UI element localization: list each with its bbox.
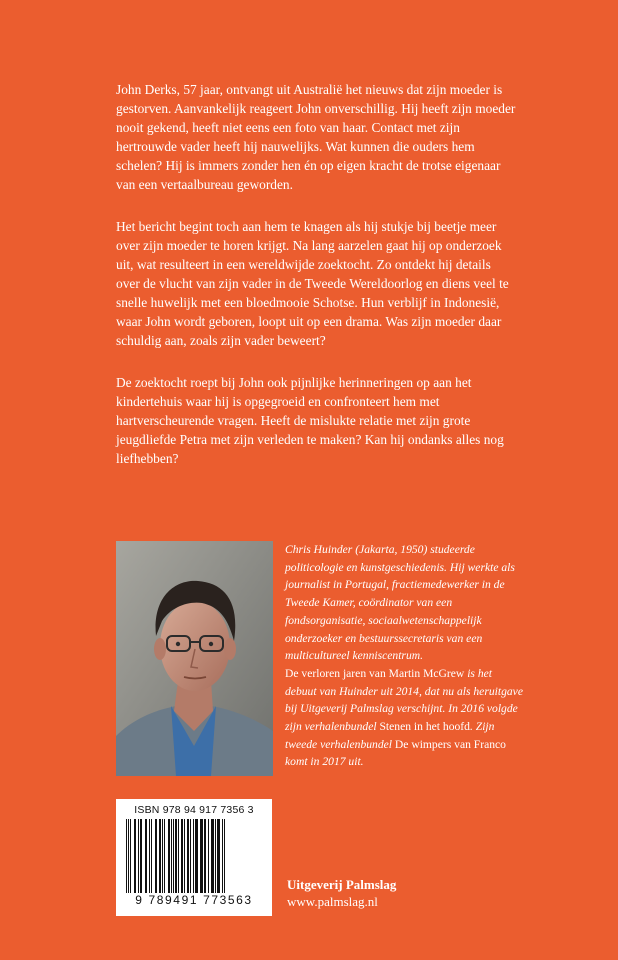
blurb-paragraph-1: John Derks, 57 jaar, ontvangt uit Australië het nieuws dat zijn moeder is gestorven. Aanvankelijk reageert John onverschillig. Hij heeft zijn moeder nooit gekend, heeft niet eens een foto van haar. Contact met zijn hertrouwde vader heeft hij nauwelijks. Wat kunnen die ouders hem schelen? Hij is immers zonder hen én op eigen kracht de trotse eigenaar van een vertaalbureau geworden. — [116, 82, 516, 192]
barcode-bar — [155, 819, 157, 893]
barcode-bar — [184, 819, 185, 893]
barcode-bar — [195, 819, 198, 893]
barcode-bar — [140, 819, 142, 893]
author-bio — [285, 541, 525, 771]
barcode-bar — [181, 819, 183, 893]
bio-text-2: is het debuut van Huinder uit 2014, dat nu als heruitgave bij Uitgeverij Palmslag verschijnt. In 2016 volgde zijn verhalenbundel — [285, 666, 523, 734]
bio-book-title-3: De wimpers van Franco — [394, 737, 506, 751]
bio-text-3: . Zijn tweede verhalenbundel — [285, 720, 495, 751]
barcode-bar — [168, 819, 170, 893]
barcode-bar — [134, 819, 136, 893]
barcode-bar — [178, 819, 179, 893]
author-portrait-illustration — [116, 541, 273, 776]
barcode-bar — [145, 819, 147, 893]
barcode-bar — [130, 819, 131, 893]
blurb — [116, 80, 516, 491]
publisher-url: www.palmslag.nl — [287, 894, 378, 909]
barcode-bar — [208, 819, 209, 893]
blurb-paragraph-2: Het bericht begint toch aan hem te knagen als hij stukje bij beetje meer over zijn moeder te horen krijgt. Na lang aarzelen gaat hij op onderzoek uit, wat resulteert in een wereldwijde zoektocht. Zo ontdekt hij details over de vlucht van zijn vader in de Tweede Wereldoorlog en diens veel te snelle huwelijk met een bloedmooie Schotse. Hun verblijf in Indonesië, waar John wordt geboren, loopt uit op een drama. Was zijn moeder daar schuldig aan, zoals zijn vader beweert? — [116, 219, 509, 348]
isbn-barcode — [116, 799, 272, 916]
bio-book-title-2: Stenen in het hoofd — [379, 720, 470, 734]
barcode-bar — [173, 819, 174, 893]
barcode-bar — [215, 819, 216, 893]
barcode-bar — [187, 819, 189, 893]
barcode-digits: 9 789491 773563 — [135, 893, 253, 907]
bio-text-4: komt in 2017 uit. — [285, 755, 364, 769]
bio-intro: Chris Huinder (Jakarta, 1950) studeerde politicologie en kunstgeschiedenis. Hij werkte als journalist in Portugal, fractiemedewerker in de Tweede Kamer, coördinator van een fondsorganisatie, sociaalwetenschappelijk onderzoeker en bestuurssecretaris van een multicultureel kenniscentrum. — [285, 543, 515, 663]
barcode-bar — [224, 819, 225, 893]
barcode-bars — [124, 819, 264, 893]
author-photo — [116, 541, 273, 776]
barcode-bar — [200, 819, 203, 893]
barcode-bar — [190, 819, 191, 893]
barcode-bar — [193, 819, 194, 893]
barcode-bar — [138, 819, 139, 893]
publisher-name: Uitgeverij Palmslag — [287, 877, 397, 892]
barcode-bar — [162, 819, 163, 893]
barcode-bar — [151, 819, 152, 893]
barcode-bar — [204, 819, 206, 893]
publisher-block — [287, 876, 396, 910]
barcode-bar — [211, 819, 214, 893]
barcode-bar — [164, 819, 165, 893]
barcode-bar — [217, 819, 220, 893]
isbn-label: ISBN 978 94 917 7356 3 — [134, 804, 254, 816]
barcode-bar — [222, 819, 223, 893]
blurb-paragraph-3: De zoektocht roept bij John ook pijnlijke herinneringen op aan het kindertehuis waar hij is opgegroeid en confronteert hem met hartverscheurende vragen. Heeft de mislukte relatie met zijn grote jeugdliefde Petra met zijn verleden te maken? Kan hij ondanks alles nog liefhebben? — [116, 375, 504, 466]
barcode-bar — [149, 819, 150, 893]
barcode-bar — [128, 819, 129, 893]
barcode-bar — [126, 819, 127, 893]
barcode-bar — [175, 819, 177, 893]
barcode-bar — [159, 819, 161, 893]
barcode-bar — [171, 819, 172, 893]
bio-book-title-1: De verloren jaren van Martin McGrew — [285, 666, 465, 680]
